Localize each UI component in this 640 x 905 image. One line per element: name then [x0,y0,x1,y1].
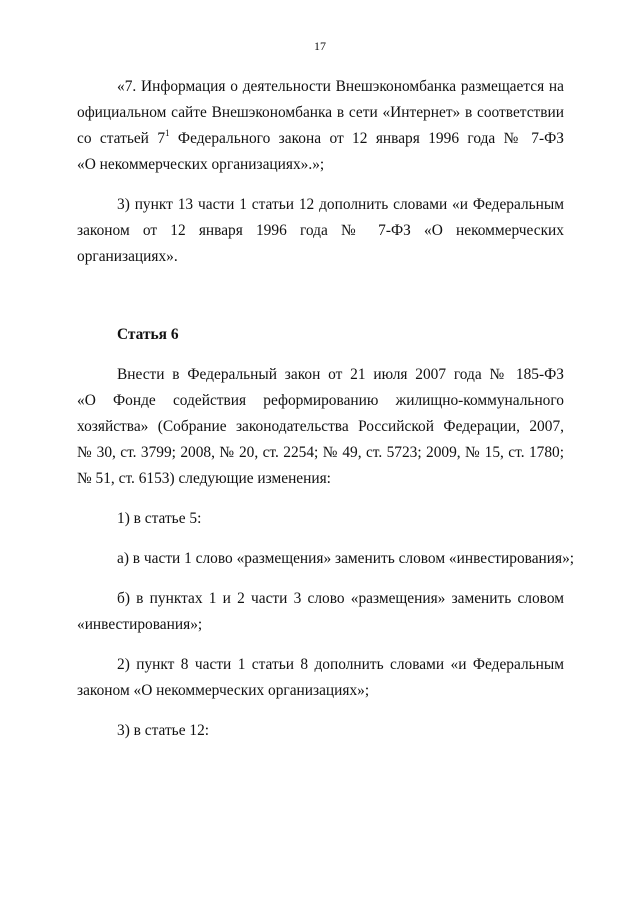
paragraph-line [77,126,564,152]
paragraph-line: «О Фонде содействия реформированию жилищно-коммунального [77,392,564,409]
paragraph-line: организациях». [77,248,178,265]
list-item-2 [77,652,564,704]
item-3-paragraph [77,192,564,270]
text-span: Федерального закона от 12 января 1996 года № 7-ФЗ [169,130,564,147]
paragraph-line: Внести в Федеральный закон от 21 июля 2007 года № 185-ФЗ [117,366,564,383]
paragraph-line: официальном сайте Внешэкономбанка в сети «Интернет» в соответствии [77,104,564,121]
article-intro-paragraph [77,362,564,492]
document-body [77,74,575,744]
paragraph-line: «7. Информация о деятельности Внешэкономбанка размещается на [117,78,564,95]
paragraph-line: законом от 12 января 1996 года № 7-ФЗ «О некоммерческих [77,222,564,239]
quoted-amendment-paragraph [77,74,564,178]
list-item-1a: а) в части 1 слово «размещения» заменить словом «инвестирования»; [117,550,575,567]
paragraph-line: «инвестирования»; [77,616,203,633]
article-heading: Статья 6 [117,326,179,343]
list-item-1: 1) в статье 5: [117,510,202,527]
list-item-3: 3) в статье 12: [117,722,210,739]
paragraph-line: б) в пунктах 1 и 2 части 3 слово «размещения» заменить словом [117,590,564,607]
paragraph-line: № 30, ст. 3799; 2008, № 20, ст. 2254; № 49, ст. 5723; 2009, № 15, ст. 1780; [77,444,564,461]
paragraph-line: 2) пункт 8 части 1 статьи 8 дополнить словами «и Федеральным [117,656,564,673]
text-span: со статьей 7 [77,130,166,147]
paragraph-line: 3) пункт 13 части 1 статьи 12 дополнить словами «и Федеральным [117,196,564,213]
paragraph-line: хозяйства» (Собрание законодательства Российской Федерации, 2007, [77,418,564,435]
paragraph-line: «О некоммерческих организациях».»; [77,156,325,173]
paragraph-line: № 51, ст. 6153) следующие изменения: [77,470,331,487]
list-item-1b [77,586,564,638]
page-number: 17 [314,39,326,53]
paragraph-line: законом «О некоммерческих организациях»; [77,682,370,699]
superscript: 1 [165,128,170,138]
